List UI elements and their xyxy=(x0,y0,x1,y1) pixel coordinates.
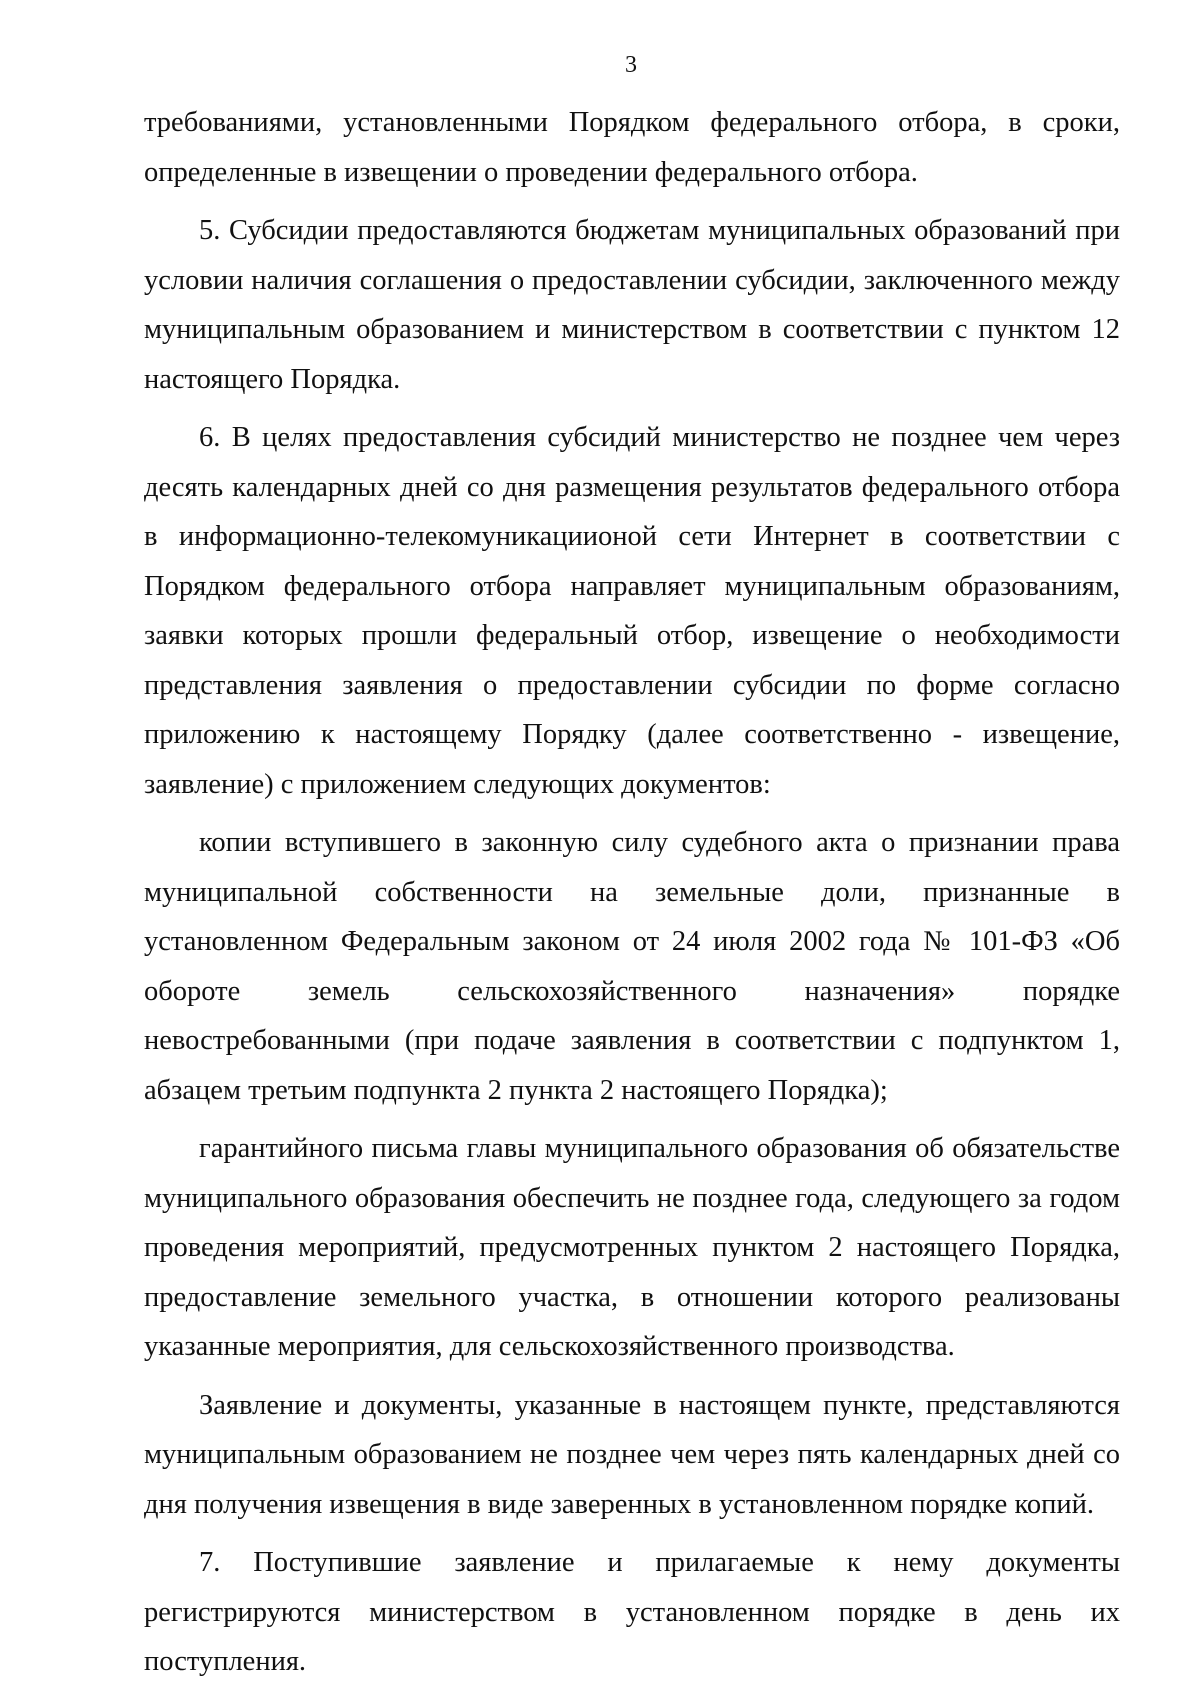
paragraph-item-5: 5. Субсидии предоставляются бюджетам муниципальных образований при условии наличия соглашения о предоставлении субсидии, заключенного между муниципальным образованием и министерством в соответствии с пунктом 12 настоящего Порядка. xyxy=(144,215,1120,395)
document-body xyxy=(144,98,1120,1696)
page-number: 3 xyxy=(625,52,637,78)
paragraph-item-6: 6. В целях предоставления субсидий министерство не позднее чем через десять календарных дней со дня размещения результатов федерального отбора в информационно-телекомуникациионой сети Интернет в соответствии с Порядком федерального отбора направляет муниципальным образованиям, заявки которых прошли федеральный отбор, извещение о необходимости представления заявления о предоставлении субсидии по форме согласно приложению к настоящему Порядку (далее соответственно - извещение, заявление) с приложением следующих документов: xyxy=(144,422,1120,800)
paragraph-submission-deadline: Заявление и документы, указанные в настоящем пункте, представляются муниципальным образованием не позднее чем через пять календарных дней со дня получения извещения в виде заверенных в установленном порядке копий. xyxy=(144,1389,1120,1520)
paragraph-continuation: требованиями, установленными Порядком федерального отбора, в сроки, определенные в извещении о проведении федерального отбора. xyxy=(144,107,1120,188)
paragraph-item-7: 7. Поступившие заявление и прилагаемые к нему документы регистрируются министерством в установленном порядке в день их поступления. xyxy=(144,1547,1120,1677)
paragraph-court-act-copies: копии вступившего в законную силу судебного акта о признании права муниципальной собственности на земельные доли, признанные в установленном Федеральным законом от 24 июля 2002 года № 101-ФЗ «Об обороте земель сельскохозяйственного назначения» порядке невостребованными (при подаче заявления в соответствии с подпунктом 1, абзацем третьим подпункта 2 пункта 2 настоящего Порядка); xyxy=(144,827,1120,1106)
paragraph-guarantee-letter: гарантийного письма главы муниципального образования об обязательстве муниципального образования обеспечить не позднее года, следующего за годом проведения мероприятий, предусмотренных пунктом 2 настоящего Порядка, предоставление земельного участка, в отношении которого реализованы указанные мероприятия, для сельскохозяйственного производства. xyxy=(144,1133,1120,1362)
